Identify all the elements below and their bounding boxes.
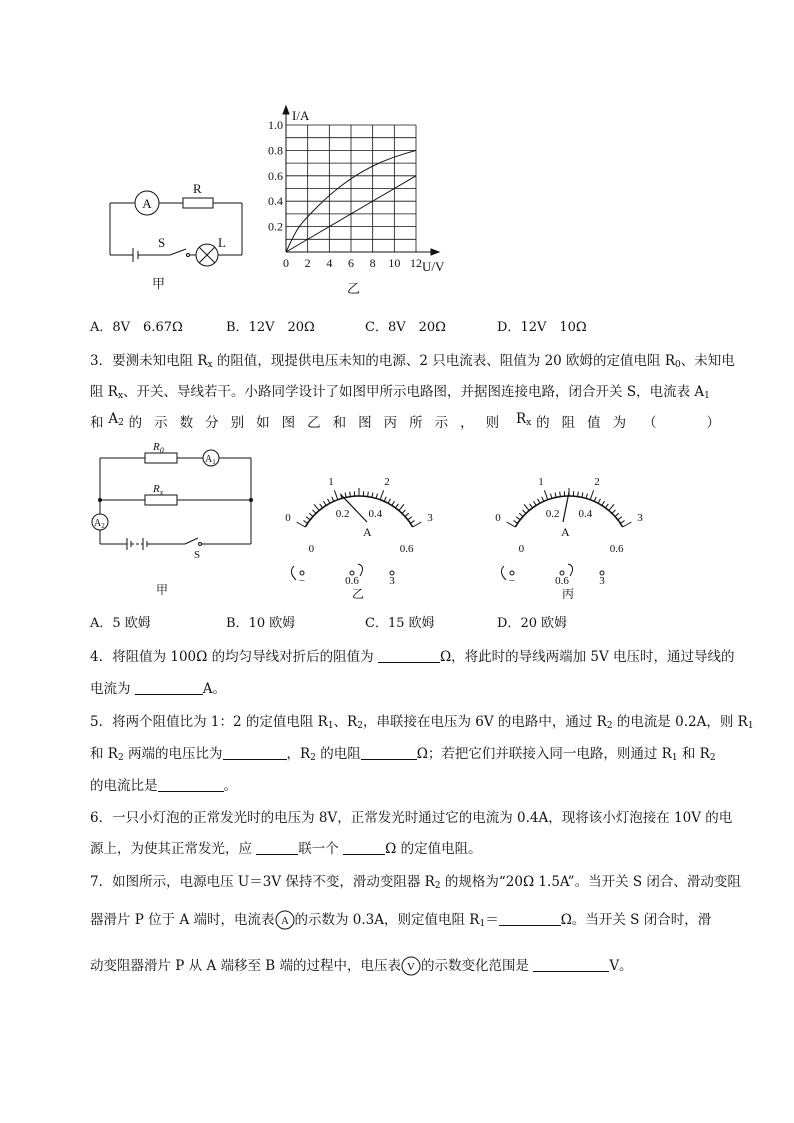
dial-tick [612,510,615,514]
dial-tick [560,492,561,497]
dial-tick [519,513,523,516]
q5-blank-1[interactable] [223,747,287,760]
dial-top-label: 0 [285,512,291,524]
x-tick-label: 8 [369,256,376,270]
dial-tick [334,490,337,499]
x-tick-label: 10 [388,256,401,270]
svg-text:A1: $A_1$ [205,454,216,466]
q2-option-c[interactable]: C．8V 20Ω [365,320,446,335]
ammeter-dial-yi [272,440,447,605]
terminal-label: 0.6 [555,575,569,587]
dial-arc [305,496,412,527]
dial-tick [615,513,619,516]
svg-text:Rx: $R_x$ [153,483,164,497]
svg-text:A2: $A_2$ [94,518,105,530]
terminal-label: − [508,575,516,587]
q6-blank-2[interactable] [343,842,385,855]
dial-bottom-label: 0 [308,543,315,555]
dial-unit: A [363,525,372,539]
dial-tick [590,490,593,499]
ammeter-inline-icon [275,909,295,931]
dial-caption: 乙 [352,587,365,601]
resistor-label: R [193,181,202,196]
dial-tick [544,490,547,499]
dial-bottom-label: 0.6 [399,543,414,555]
x-tick-label: 4 [326,256,333,270]
terminal-label: 3 [599,575,605,587]
dial-tick [309,513,313,516]
figure-caption-jia: 甲 [152,276,166,291]
dial-tick [345,492,346,497]
q5-blank-2[interactable] [361,747,417,760]
q3-option-d[interactable]: D．20 欧姆 [497,616,568,631]
dial-bottom-label: 0.2 [545,507,560,520]
terminal-label: 3 [389,575,395,587]
dial-tick [516,517,520,520]
x-axis-label: U/V [422,259,445,274]
figure-caption-yi: 乙 [347,281,361,296]
y-tick-label: 0.2 [268,219,283,234]
dial-tick [620,521,624,524]
q3-line-3: 和 $A_2$ 的示数分别如图乙和图丙所示，则 $R_x$ 的阻值为 （ ） [90,411,720,431]
dial-tick [598,499,600,503]
dial-tick [312,510,315,514]
svg-text:S: S [194,549,201,561]
dial-top-label: 3 [427,512,433,524]
dial-tick [297,522,306,527]
dial-tick [405,513,409,516]
q3-line-2: 阻 $R_x$、开关、导线若干。小路同学设计了如图甲所示电路图，并据图连接电路，闭合开关 S，电流表 $A_1$ [90,384,710,401]
dial-top-label: 3 [637,512,643,524]
dial-tick [524,504,529,510]
dial-tick [507,522,516,527]
q3-option-b[interactable]: B．10 欧姆 [226,616,296,631]
dial-tick [594,497,596,502]
ammeter-dial-bing [482,440,657,605]
dial-tick [551,494,552,499]
dial-tick [323,501,326,505]
q3-option-c[interactable]: C．15 欧姆 [365,616,435,631]
lamp-label: L [218,235,226,250]
svg-text:A: A [280,915,289,927]
dial-tick [368,492,369,497]
ammeter-label: A [142,196,152,211]
dial-tick [586,494,587,499]
dial-tick [372,492,373,497]
y-tick-label: 1.0 [268,118,283,132]
q5-line-3: 的电流比是 。 [90,778,237,794]
svg-text:V: V [407,961,415,973]
dial-tick [388,499,390,503]
q7-blank-1[interactable] [499,913,561,926]
switch-symbol [170,249,186,255]
q4-blank-1[interactable] [378,650,440,663]
dial-tick [402,510,405,514]
dial-tick [350,492,351,497]
q7-line-1: 7．如图所示，电源电压 U＝3V 保持不变，滑动变阻器 $R_2$ 的规格为“20Ω 1.5A”。当开关 S 闭合、滑动变阻 [90,874,741,891]
dial-top-label: 2 [384,475,390,488]
q2-option-d[interactable]: D．12V 10Ω [497,320,587,335]
dial-bottom-label: 0 [518,543,525,555]
q6-line-1: 6．一只小灯泡的正常发光时的电压为 8V，正常发光时通过它的电流为 0.4A，现将该小灯泡接在 10V 的电 [90,810,733,826]
dial-tick [522,510,525,514]
svg-text:R0: $R_0$ [153,441,164,455]
dial-bottom-label: 0.4 [578,507,593,520]
dial-tick [328,499,330,503]
dial-tick [314,504,319,510]
dial-bottom-label: 0.6 [609,543,624,555]
dial-tick [320,504,323,508]
dial-tick [392,501,395,505]
figure-circuit-2 [85,440,260,600]
dial-tick [395,504,398,508]
q3-option-a[interactable]: A．5 欧姆 [90,616,151,631]
dial-tick [376,494,377,499]
dial-tick [530,504,533,508]
dial-top-label: 0 [495,512,501,524]
dial-bottom-label: 0.2 [335,507,350,520]
q6-blank-1[interactable] [256,842,298,855]
dial-top-label: 1 [538,475,544,488]
q7-line-3: 动变阻器滑片 P 从 A 端移至 B 端的过程中，电压表 V 的示数变化范围是 V。 [90,954,633,977]
q4-line-1: 4．将阻值为 100Ω 的均匀导线对折后的阻值为 Ω，将此时的导线两端加 5V 电压时，通过导线的 [90,649,735,665]
q2-option-b[interactable]: B．12V 20Ω [226,320,315,335]
q7-blank-2[interactable] [533,959,609,972]
dial-tick [399,504,404,510]
dial-bottom-label: 0.4 [368,507,383,520]
iu-chart [255,100,465,300]
y-tick-label: 0.4 [268,194,283,209]
switch-label: S [158,235,166,250]
dial-tick [413,522,422,527]
dial-tick [384,497,386,502]
figure-caption-jia-2: 甲 [156,583,169,597]
dial-tick [602,501,605,505]
dial-unit: A [561,525,570,539]
dial-tick [609,504,614,510]
q3-line-1: 3．要测未知电阻 $R_x$ 的阻值，现提供电压未知的电源、2 只电流表、阻值为 20 欧姆的定值电阻 $R_0$、未知电 [90,353,735,370]
dial-tick [605,504,608,508]
dial-tick [533,501,536,505]
dial-tick [542,497,544,502]
dial-tick [332,497,334,502]
dial-tick [306,517,310,520]
dial-tick [582,492,583,497]
q6-line-2: 源上，为使其正常发光，应 联一个 Ω 的定值电阻。 [90,841,482,857]
figure-circuit-1 [100,170,260,295]
dial-tick [578,492,579,497]
resistor-symbol [183,198,213,208]
dial-arc [515,496,622,527]
dial-caption: 丙 [562,587,575,601]
x-tick-label: 6 [348,256,354,270]
x-tick-label: 0 [283,256,289,270]
y-tick-label: 0.8 [268,143,283,158]
dial-tick [538,499,540,503]
dial-tick [555,492,556,497]
q5-blank-3[interactable] [158,779,224,792]
dial-tick [623,522,632,527]
q4-blank-2[interactable] [135,682,203,695]
q2-option-a[interactable]: A．8V 6.67Ω [90,320,183,335]
terminal-label: 0.6 [345,575,359,587]
q4-line-2: 电流为 A。 [90,681,227,697]
dial-tick [513,521,517,524]
y-tick-label: 0.6 [268,168,283,183]
x-tick-label: 2 [304,256,311,270]
dial-top-label: 1 [328,475,334,488]
terminal-label: − [298,575,306,587]
dial-tick [303,521,307,524]
dial-tick [410,521,414,524]
q5-line-1: 5．将两个阻值比为 1：2 的定值电阻 $R_1$、$R_2$，串联接在电压为 6V 的电路中，通过 $R_2$ 的电流是 0.2A，则 $R_1$ [90,714,754,731]
dial-tick [618,517,622,520]
wire [291,566,296,580]
q7-line-2: 器滑片 P 位于 A 端时，电流表 A 的示数为 0.3A，则定值电阻 $R_1= \Omega$。当开关 S 闭合时，滑 [90,908,711,931]
q5-line-2: 和 $R_2$ 两端的电压比为 ，$R_2$ 的电阻 Ω；若把它们并联接入同一电路，则通过 $R_1$ 和 $R_2$ [90,746,716,763]
dial-top-label: 2 [594,475,600,488]
x-tick-label: 12 [410,256,422,270]
voltmeter-inline-icon [401,955,421,977]
y-axis-label: I/A [292,108,310,123]
wire [501,566,506,580]
dial-tick [380,490,383,499]
dial-tick [408,517,412,520]
